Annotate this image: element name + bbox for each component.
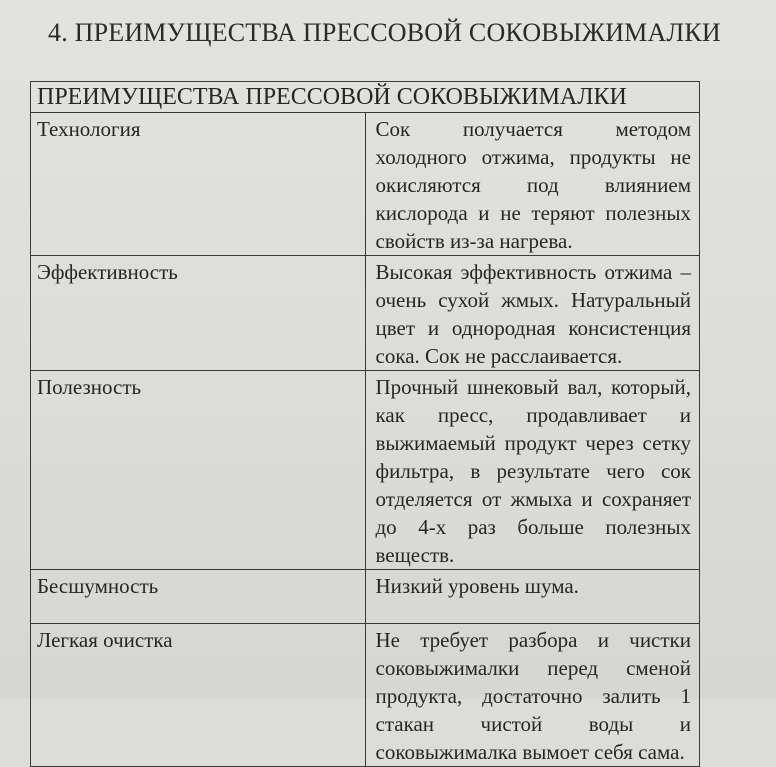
row-term: Бесшумность [31, 570, 366, 624]
row-term: Полезность [31, 371, 366, 570]
table-row [31, 371, 700, 570]
row-description: Низкий уровень шума. [365, 570, 700, 624]
table-row [31, 256, 700, 371]
row-term: Технология [31, 113, 366, 256]
advantages-table [30, 81, 700, 767]
row-term: Легкая очистка [31, 624, 366, 767]
row-term: Эффективность [31, 256, 366, 371]
row-description: Высокая эффективность отжима – очень сухой жмых. Натуральный цвет и однородная консистенция сока. Сок не расслаивается. [365, 256, 700, 371]
row-description: Не требует разбора и чистки соковыжималки перед сменой продукта, достаточно залить 1 стакан чистой воды и соковыжималка вымоет себя сама. [365, 624, 700, 767]
section-heading: 4. ПРЕИМУЩЕСТВА ПРЕССОВОЙ СОКОВЫЖИМАЛКИ [48, 18, 721, 47]
table-caption: ПРЕИМУЩЕСТВА ПРЕССОВОЙ СОКОВЫЖИМАЛКИ [31, 82, 700, 113]
row-description: Сок получается методом холодного отжима, продукты не окисляются под влиянием кислорода и не теряют полезных свойств из-за нагрева. [365, 113, 700, 256]
table-row [31, 624, 700, 767]
table-row [31, 113, 700, 256]
table-row [31, 570, 700, 624]
row-description: Прочный шнековый вал, который, как пресс, продавливает и выжимаемый продукт через сетку фильтра, в результате чего сок отделяется от жмыха и сохраняет до 4-х раз больше полезных веществ. [365, 371, 700, 570]
